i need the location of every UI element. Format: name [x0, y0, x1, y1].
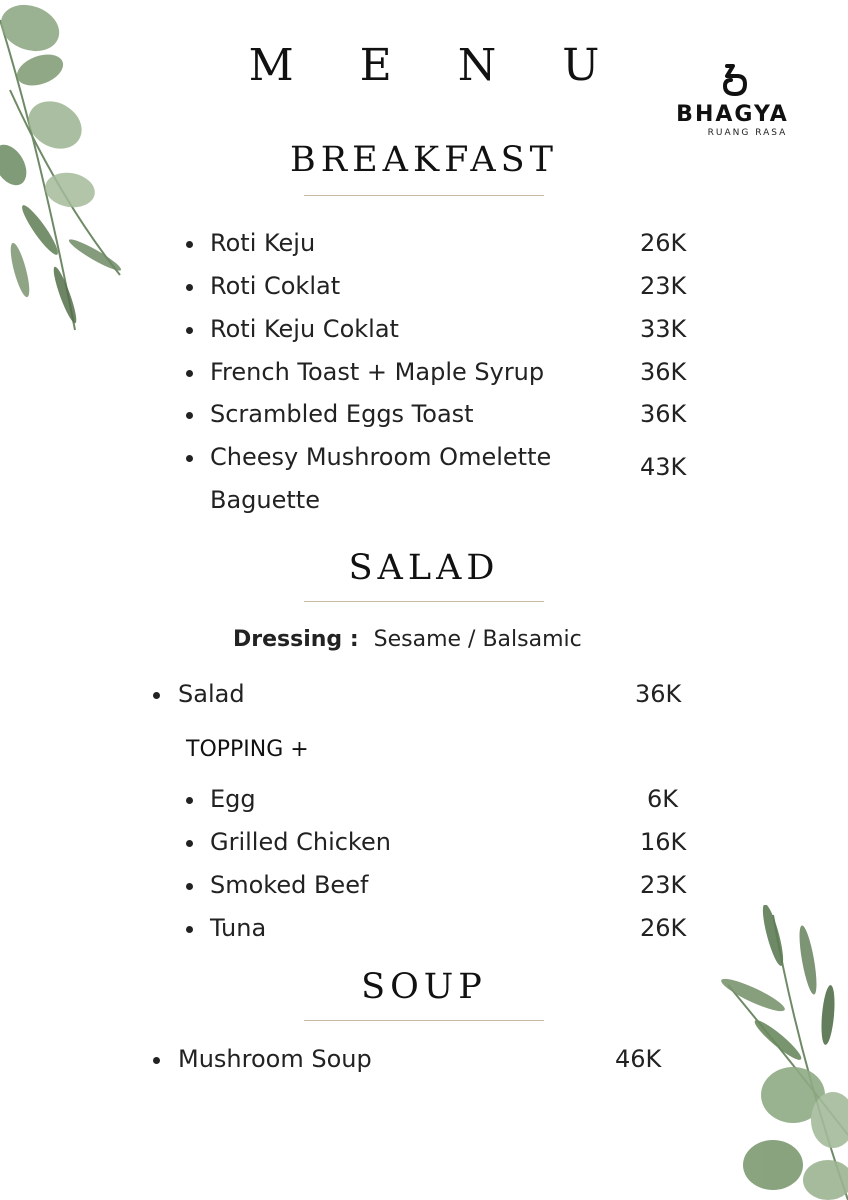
brand-name: BHAGYA [676, 102, 789, 127]
list-item: Grilled Chicken [210, 828, 391, 856]
list-item: Roti Keju Coklat [210, 315, 399, 343]
salad-title: SALAD [348, 548, 500, 588]
item-price: 6K [647, 785, 679, 813]
item-price: 46K [615, 1045, 662, 1073]
list-item: Smoked Beef [210, 871, 369, 899]
bullet-icon [153, 692, 160, 699]
bullet-icon [186, 327, 193, 334]
bullet-icon [186, 840, 193, 847]
salad-divider [304, 601, 544, 602]
item-price: 43K [640, 453, 687, 481]
item-price: 36K [640, 358, 687, 386]
brand-tagline: RUANG RASA [707, 128, 788, 138]
item-price: 36K [640, 400, 687, 428]
soup-divider [304, 1020, 544, 1021]
item-price: 36K [635, 680, 682, 708]
brand-logo [665, 62, 800, 138]
topping-label: TOPPING + [186, 737, 309, 762]
item-price: 33K [640, 315, 687, 343]
breakfast-title: BREAKFAST [290, 140, 558, 180]
bullet-icon [186, 412, 193, 419]
item-price: 16K [640, 828, 687, 856]
bullet-icon [186, 284, 193, 291]
list-item: Mushroom Soup [178, 1045, 372, 1073]
bullet-icon [153, 1057, 160, 1064]
bullet-icon [186, 797, 193, 804]
list-item: Roti Coklat [210, 272, 341, 300]
list-item: Cheesy Mushroom Omelette [210, 443, 552, 471]
list-item: Egg [210, 785, 256, 813]
list-item-line2: Baguette [210, 486, 320, 514]
list-item: French Toast + Maple Syrup [210, 358, 545, 386]
list-item: Tuna [210, 914, 267, 942]
item-price: 26K [640, 229, 687, 257]
bullet-icon [186, 241, 193, 248]
breakfast-divider [304, 195, 544, 196]
dressing-options: Sesame / Balsamic [373, 627, 582, 652]
menu-title: M E N U [248, 40, 626, 91]
bullet-icon [186, 883, 193, 890]
leaf-decoration-bottom-right [718, 905, 848, 1200]
item-price: 23K [640, 272, 687, 300]
list-item: Scrambled Eggs Toast [210, 400, 474, 428]
soup-title: SOUP [361, 967, 487, 1007]
list-item: Salad [178, 680, 245, 708]
bullet-icon [186, 926, 193, 933]
dressing-label: Dressing : [233, 627, 359, 652]
brand-mark-icon [713, 62, 753, 98]
item-price: 26K [640, 914, 687, 942]
item-price: 23K [640, 871, 687, 899]
list-item: Roti Keju [210, 229, 316, 257]
dressing-line [233, 627, 582, 652]
bullet-icon [186, 370, 193, 377]
bullet-icon [186, 455, 193, 462]
